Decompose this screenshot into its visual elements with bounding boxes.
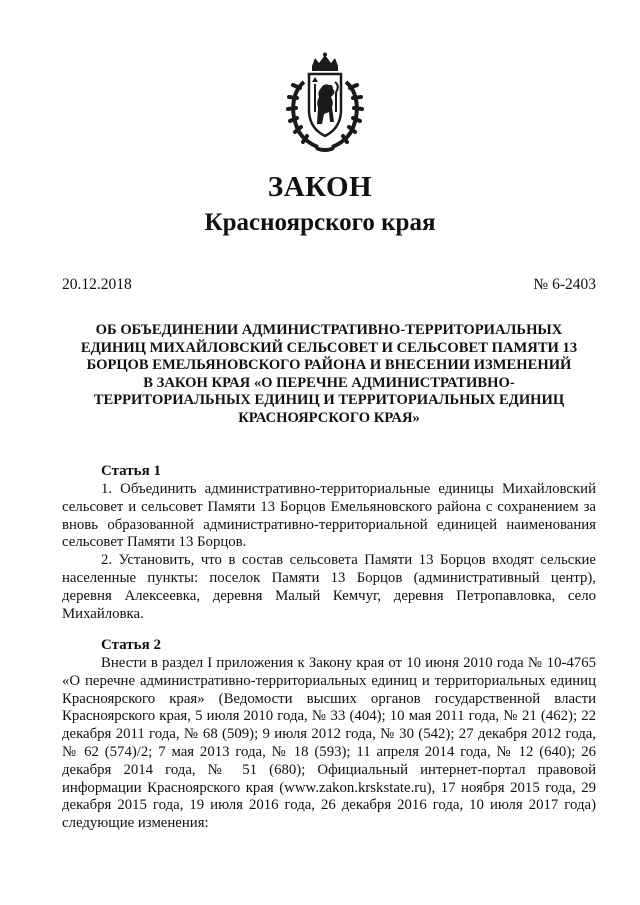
article-paragraph: 1. Объединить административно-территориальные единицы Михайловский сельсовет и сельсовет Памяти 13 Борцов Емельяновского района с сохранением за вновь образованной административно-территориальной единицей наименования сельсовет Памяти 13 Борцов. (62, 481, 596, 551)
document-title (62, 322, 596, 427)
title-line: ОБ ОБЪЕДИНЕНИИ АДМИНИСТРАТИВНО-ТЕРРИТОРИАЛЬНЫХ (95, 322, 563, 338)
document-date: 20.12.2018 (62, 276, 132, 293)
title-line: КРАСНОЯРСКОГО КРАЯ» (238, 409, 420, 426)
document-number: № 6-2403 (533, 276, 596, 293)
title-line: В ЗАКОН КРАЯ «О ПЕРЕЧНЕ АДМИНИСТРАТИВНО- (143, 374, 515, 391)
coat-of-arms-icon (284, 52, 366, 152)
article-2-body (62, 655, 596, 833)
title-line: ТЕРРИТОРИАЛЬНЫХ ЕДИНИЦ И ТЕРРИТОРИАЛЬНЫХ ЕДИНИЦ (93, 392, 565, 408)
title-line: ЕДИНИЦ МИХАЙЛОВСКИЙ СЕЛЬСОВЕТ И СЕЛЬСОВЕТ ПАМЯТИ 13 (80, 339, 578, 356)
article-1-heading: Статья 1 (101, 463, 161, 479)
document-region-heading: Красноярского края (204, 209, 436, 236)
article-paragraph: 2. Установить, что в состав сельсовета Памяти 13 Борцов входят сельские населенные пункты: поселок Памяти 13 Борцов (административный центр), деревня Алексеевка, деревня Малый Кемчуг, деревня Петропавловка, село Михайловка. (62, 552, 596, 622)
article-paragraph: Внести в раздел I приложения к Закону края от 10 июня 2010 года № 10-4765 «О перечне административно-территориальных единиц и территориальных единиц Красноярского края» (Ведомости высших органов государственной власти Красноярского края, 5 июля 2010 года, № 33 (404); 10 мая 2011 года, № 21 (462); 22 декабря 2011 года, № 68 (509); 9 июля 2012 года, № 30 (542); 27 декабря 2012 года, № 62 (574)/2; 7 мая 2013 года, № 18 (593); 11 апреля 2014 года, № 12 (640); 26 декабря 2014 года, № 51 (680); Официальный интернет-портал правовой информации Красноярского края (www.zakon.krskstate.ru), 17 ноября 2015 года, 29 декабря 2015 года, 19 июля 2016 года, 26 декабря 2016 года, 10 июля 2017 года) следующие изменения: (62, 655, 596, 832)
article-2-heading: Статья 2 (101, 637, 161, 653)
title-line: БОРЦОВ ЕМЕЛЬЯНОВСКОГО РАЙОНА И ВНЕСЕНИИ ИЗМЕНЕНИЙ (86, 357, 572, 373)
article-1-body (62, 481, 596, 623)
document-type-heading: ЗАКОН (267, 171, 373, 203)
